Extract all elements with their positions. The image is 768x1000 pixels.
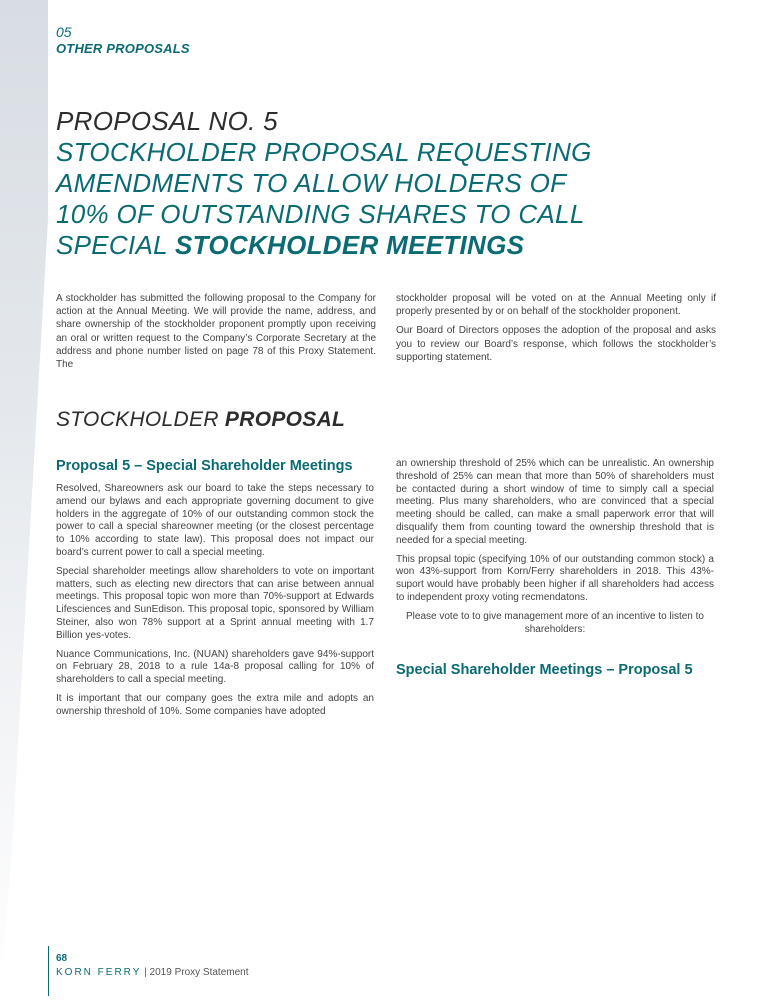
proposal-title-line-3: 10% OF OUTSTANDING SHARES TO CALL [56, 199, 585, 229]
proposal-paragraph: an ownership threshold of 25% which can be unrealistic. An ownership threshold of 25% can mean that more than 50% of shareholders must be contacted during a short window of time to simply call a special meeting. Plus many shareholders, who are convinced that a special meeting should be called, can make a small paperwork error that will disqualify them from counting toward the ownership threshold that is needed for a special meeting. [396, 458, 714, 546]
stockholder-proposal-heading-bold: PROPOSAL [224, 408, 346, 431]
proposal-title-line-2: AMENDMENTS TO ALLOW HOLDERS OF [56, 168, 567, 198]
section-title: OTHER PROPOSALS [56, 41, 190, 56]
document-name: 2019 Proxy Statement [149, 967, 249, 978]
proposal-5-title: Proposal 5 – Special Shareholder Meetings [56, 458, 353, 474]
special-meetings-title: Special Shareholder Meetings – Proposal 5 [396, 662, 693, 679]
proposal-title-line-1: STOCKHOLDER PROPOSAL REQUESTING [56, 137, 592, 167]
proposal-title-line-4-bold: STOCKHOLDER MEETINGS [174, 230, 525, 260]
section-number: 05 [56, 24, 72, 40]
proposal-paragraph: This propsal topic (specifying 10% of our outstanding common stock) a won 43%-support from Korn/Ferry shareholders in 2018. This 43%-suport would have probably been higher if all shareholders had access to independent proxy voting recmendatons. [396, 553, 714, 603]
intro-paragraph-3: Our Board of Directors opposes the adoption of the proposal and asks you to review our Board’s response, which follows the stockholder’s supporting statement. [396, 325, 716, 363]
proposal-title-line-4 [56, 230, 696, 261]
intro-right-column [396, 292, 716, 370]
proposal-paragraph: Special shareholder meetings allow shareholders to vote on important matters, such as electing new directors that can arise between annual meetings. This proposal topic won more than 70%-support at Edwards Lifesciences and SunEdison. This proposal topic, sponsored by William Steiner, also won 78% support at a Sprint annual meeting with 1.7 Billion yes-votes. [56, 565, 374, 641]
footer-divider [48, 946, 49, 996]
intro-left-column [56, 292, 376, 377]
stockholder-proposal-heading [56, 408, 345, 432]
intro-paragraph-1: A stockholder has submitted the following proposal to the Company for action at the Annual Meeting. We will provide the name, address, and share ownership of the stockholder proponent promptly upon receiving an oral or written request to the Company’s Corporate Secretary at the address and phone number listed on page 78 of this Proxy Statement. The [56, 293, 376, 371]
proposal-number: PROPOSAL NO. 5 [56, 106, 278, 136]
proposal-heading [56, 106, 696, 261]
brand-logo-text: KORN FERRY [56, 967, 142, 978]
proposal-paragraph: Resolved, Shareowners ask our board to take the steps necessary to amend our bylaws and each appropriate governing document to give holders in the aggregate of 10% of our outstanding common stock the power to call a special shareowner meeting (or the closest percentage to 10% according to state law). This proposal does not impact our board’s current power to call a special meeting. [56, 483, 374, 558]
footer-separator: | [141, 967, 150, 978]
proposal-title-line-4-regular: SPECIAL [56, 230, 175, 260]
intro-paragraph-2: stockholder proposal will be voted on at the Annual Meeting only if properly presented by or on behalf of the stockholder proponent. [396, 293, 716, 318]
page-number: 68 [56, 953, 68, 964]
proposal-paragraph: It is important that our company goes the extra mile and adopts an ownership threshold of 10%. Some companies have adopted [56, 692, 374, 717]
proposal-paragraph: Nuance Communications, Inc. (NUAN) shareholders gave 94%-support on February 28, 2018 to a rule 14a-8 proposal calling for 10% of shareholders to call a special meeting. [56, 648, 374, 686]
stockholder-proposal-heading-regular: STOCKHOLDER [56, 408, 225, 431]
proposal-right-column [396, 458, 714, 687]
footer [56, 967, 249, 978]
vote-call-to-action: Please vote to to give management more of an incentive to listen to shareholders: [406, 610, 704, 635]
decorative-sidebar-band [0, 0, 48, 1000]
proposal-left-column [56, 458, 374, 725]
